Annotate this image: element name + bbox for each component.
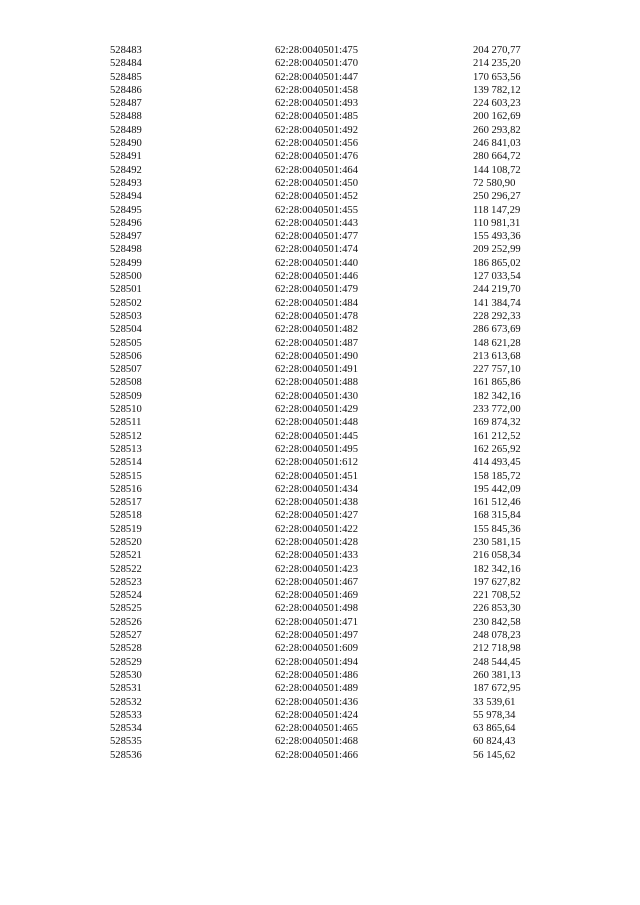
cadastral-number-cell: 62:28:0040501:494 (275, 656, 358, 668)
cadastral-value-cell: 226 853,30 (473, 603, 521, 615)
row-number-cell: 528525 (110, 603, 142, 615)
cadastral-number-cell: 62:28:0040501:436 (275, 696, 358, 708)
table-row (110, 71, 563, 84)
cadastral-number-cell: 62:28:0040501:438 (275, 497, 358, 509)
cadastral-number-cell: 62:28:0040501:456 (275, 138, 358, 150)
cadastral-value-cell: 248 544,45 (473, 656, 521, 668)
row-number-cell: 528512 (110, 430, 142, 442)
table-row (110, 749, 563, 762)
table-body (110, 44, 563, 762)
table-row (110, 376, 563, 389)
cadastral-value-cell: 158 185,72 (473, 470, 521, 482)
cadastral-value-cell: 227 757,10 (473, 364, 521, 376)
row-number-cell: 528535 (110, 736, 142, 748)
table-row (110, 669, 563, 682)
table-row (110, 350, 563, 363)
cadastral-number-cell: 62:28:0040501:609 (275, 643, 358, 655)
cadastral-value-cell: 186 865,02 (473, 257, 521, 269)
cadastral-value-cell: 233 772,00 (473, 404, 521, 416)
cadastral-value-cell: 60 824,43 (473, 736, 516, 748)
cadastral-value-cell: 169 874,32 (473, 417, 521, 429)
cadastral-number-cell: 62:28:0040501:423 (275, 563, 358, 575)
table-row (110, 470, 563, 483)
row-number-cell: 528504 (110, 324, 142, 336)
cadastral-number-cell: 62:28:0040501:495 (275, 443, 358, 455)
cadastral-value-cell: 250 296,27 (473, 191, 521, 203)
cadastral-number-cell: 62:28:0040501:433 (275, 550, 358, 562)
table-row (110, 164, 563, 177)
cadastral-number-cell: 62:28:0040501:478 (275, 310, 358, 322)
row-number-cell: 528508 (110, 377, 142, 389)
cadastral-value-cell: 209 252,99 (473, 244, 521, 256)
table-row (110, 137, 563, 150)
cadastral-value-cell: 280 664,72 (473, 151, 521, 163)
cadastral-number-cell: 62:28:0040501:465 (275, 723, 358, 735)
row-number-cell: 528532 (110, 696, 142, 708)
cadastral-number-cell: 62:28:0040501:422 (275, 523, 358, 535)
cadastral-value-cell: 161 512,46 (473, 497, 521, 509)
cadastral-number-cell: 62:28:0040501:474 (275, 244, 358, 256)
cadastral-value-cell: 182 342,16 (473, 390, 521, 402)
cadastral-number-cell: 62:28:0040501:464 (275, 164, 358, 176)
table-row (110, 150, 563, 163)
table-row (110, 44, 563, 57)
table-row (110, 323, 563, 336)
table-row (110, 735, 563, 748)
cadastral-value-cell: 161 212,52 (473, 430, 521, 442)
cadastral-value-cell: 260 293,82 (473, 124, 521, 136)
table-row (110, 363, 563, 376)
cadastral-number-cell: 62:28:0040501:493 (275, 98, 358, 110)
table-row (110, 483, 563, 496)
row-number-cell: 528485 (110, 71, 142, 83)
row-number-cell: 528489 (110, 124, 142, 136)
row-number-cell: 528523 (110, 576, 142, 588)
cadastral-number-cell: 62:28:0040501:443 (275, 217, 358, 229)
cadastral-value-cell: 155 845,36 (473, 523, 521, 535)
table-row (110, 57, 563, 70)
row-number-cell: 528529 (110, 656, 142, 668)
table-row (110, 563, 563, 576)
cadastral-number-cell: 62:28:0040501:475 (275, 45, 358, 56)
table-row (110, 430, 563, 443)
row-number-cell: 528493 (110, 177, 142, 189)
table-row (110, 616, 563, 629)
row-number-cell: 528484 (110, 58, 142, 70)
table-row (110, 602, 563, 615)
table-row (110, 310, 563, 323)
cadastral-value-cell: 224 603,23 (473, 98, 521, 110)
table-row (110, 110, 563, 123)
cadastral-number-cell: 62:28:0040501:448 (275, 417, 358, 429)
row-number-cell: 528524 (110, 590, 142, 602)
table-row (110, 283, 563, 296)
table-row (110, 403, 563, 416)
cadastral-number-cell: 62:28:0040501:455 (275, 204, 358, 216)
table-row (110, 496, 563, 509)
row-number-cell: 528500 (110, 271, 142, 283)
row-number-cell: 528505 (110, 337, 142, 349)
row-number-cell: 528503 (110, 310, 142, 322)
table-row (110, 656, 563, 669)
table-row (110, 124, 563, 137)
cadastral-number-cell: 62:28:0040501:612 (275, 457, 358, 469)
cadastral-value-cell: 118 147,29 (473, 204, 521, 216)
row-number-cell: 528502 (110, 297, 142, 309)
table-row (110, 709, 563, 722)
cadastral-value-cell: 246 841,03 (473, 138, 521, 150)
row-number-cell: 528513 (110, 443, 142, 455)
cadastral-value-cell: 212 718,98 (473, 643, 521, 655)
cadastral-number-cell: 62:28:0040501:492 (275, 124, 358, 136)
cadastral-value-cell: 216 058,34 (473, 550, 521, 562)
cadastral-value-cell: 187 672,95 (473, 683, 521, 695)
cadastral-value-cell: 33 539,61 (473, 696, 516, 708)
cadastral-value-cell: 228 292,33 (473, 310, 521, 322)
cadastral-number-cell: 62:28:0040501:452 (275, 191, 358, 203)
row-number-cell: 528511 (110, 417, 142, 429)
cadastral-value-cell: 72 580,90 (473, 177, 516, 189)
table-row (110, 190, 563, 203)
cadastral-number-cell: 62:28:0040501:428 (275, 536, 358, 548)
cadastral-number-cell: 62:28:0040501:489 (275, 683, 358, 695)
row-number-cell: 528514 (110, 457, 142, 469)
cadastral-value-cell: 230 581,15 (473, 536, 521, 548)
cadastral-number-cell: 62:28:0040501:451 (275, 470, 358, 482)
row-number-cell: 528516 (110, 483, 142, 495)
table-row (110, 390, 563, 403)
cadastral-number-cell: 62:28:0040501:458 (275, 84, 358, 96)
cadastral-number-cell: 62:28:0040501:482 (275, 324, 358, 336)
cadastral-value-cell: 161 865,86 (473, 377, 521, 389)
cadastral-number-cell: 62:28:0040501:477 (275, 231, 358, 243)
cadastral-value-cell: 155 493,36 (473, 231, 521, 243)
table-row (110, 722, 563, 735)
cadastral-value-cell: 230 842,58 (473, 616, 521, 628)
cadastral-value-cell: 148 621,28 (473, 337, 521, 349)
table-row (110, 509, 563, 522)
row-number-cell: 528491 (110, 151, 142, 163)
table-row (110, 589, 563, 602)
row-number-cell: 528520 (110, 536, 142, 548)
table-row (110, 523, 563, 536)
cadastral-table (110, 44, 563, 762)
table-row (110, 204, 563, 217)
row-number-cell: 528528 (110, 643, 142, 655)
row-number-cell: 528497 (110, 231, 142, 243)
row-number-cell: 528515 (110, 470, 142, 482)
cadastral-number-cell: 62:28:0040501:485 (275, 111, 358, 123)
cadastral-value-cell: 214 235,20 (473, 58, 521, 70)
cadastral-value-cell: 144 108,72 (473, 164, 521, 176)
cadastral-value-cell: 168 315,84 (473, 510, 521, 522)
cadastral-value-cell: 141 384,74 (473, 297, 521, 309)
cadastral-number-cell: 62:28:0040501:491 (275, 364, 358, 376)
row-number-cell: 528499 (110, 257, 142, 269)
row-number-cell: 528507 (110, 364, 142, 376)
row-number-cell: 528527 (110, 630, 142, 642)
cadastral-value-cell: 127 033,54 (473, 271, 521, 283)
cadastral-number-cell: 62:28:0040501:467 (275, 576, 358, 588)
table-row (110, 257, 563, 270)
cadastral-value-cell: 195 442,09 (473, 483, 521, 495)
table-row (110, 97, 563, 110)
row-number-cell: 528519 (110, 523, 142, 535)
table-row (110, 270, 563, 283)
row-number-cell: 528494 (110, 191, 142, 203)
cadastral-value-cell: 63 865,64 (473, 723, 516, 735)
cadastral-value-cell: 162 265,92 (473, 443, 521, 455)
row-number-cell: 528517 (110, 497, 142, 509)
cadastral-value-cell: 204 270,77 (473, 45, 521, 56)
row-number-cell: 528488 (110, 111, 142, 123)
cadastral-number-cell: 62:28:0040501:471 (275, 616, 358, 628)
table-row (110, 696, 563, 709)
row-number-cell: 528490 (110, 138, 142, 150)
cadastral-value-cell: 286 673,69 (473, 324, 521, 336)
cadastral-value-cell: 110 981,31 (473, 217, 521, 229)
row-number-cell: 528483 (110, 45, 142, 56)
cadastral-number-cell: 62:28:0040501:488 (275, 377, 358, 389)
table-row (110, 576, 563, 589)
table-row (110, 456, 563, 469)
cadastral-number-cell: 62:28:0040501:450 (275, 177, 358, 189)
table-row (110, 297, 563, 310)
row-number-cell: 528506 (110, 350, 142, 362)
cadastral-value-cell: 248 078,23 (473, 630, 521, 642)
cadastral-number-cell: 62:28:0040501:487 (275, 337, 358, 349)
cadastral-value-cell: 260 381,13 (473, 669, 521, 681)
cadastral-value-cell: 56 145,62 (473, 749, 516, 761)
row-number-cell: 528531 (110, 683, 142, 695)
cadastral-value-cell: 55 978,34 (473, 709, 516, 721)
cadastral-number-cell: 62:28:0040501:440 (275, 257, 358, 269)
row-number-cell: 528536 (110, 749, 142, 761)
cadastral-number-cell: 62:28:0040501:497 (275, 630, 358, 642)
row-number-cell: 528509 (110, 390, 142, 402)
row-number-cell: 528533 (110, 709, 142, 721)
cadastral-number-cell: 62:28:0040501:469 (275, 590, 358, 602)
row-number-cell: 528522 (110, 563, 142, 575)
cadastral-number-cell: 62:28:0040501:476 (275, 151, 358, 163)
cadastral-number-cell: 62:28:0040501:468 (275, 736, 358, 748)
cadastral-value-cell: 197 627,82 (473, 576, 521, 588)
row-number-cell: 528498 (110, 244, 142, 256)
row-number-cell: 528526 (110, 616, 142, 628)
cadastral-number-cell: 62:28:0040501:424 (275, 709, 358, 721)
table-row (110, 416, 563, 429)
table-row (110, 682, 563, 695)
row-number-cell: 528530 (110, 669, 142, 681)
table-row (110, 84, 563, 97)
table-row (110, 337, 563, 350)
table-row (110, 549, 563, 562)
cadastral-value-cell: 170 653,56 (473, 71, 521, 83)
cadastral-number-cell: 62:28:0040501:434 (275, 483, 358, 495)
cadastral-number-cell: 62:28:0040501:466 (275, 749, 358, 761)
table-row (110, 243, 563, 256)
cadastral-value-cell: 139 782,12 (473, 84, 521, 96)
cadastral-number-cell: 62:28:0040501:447 (275, 71, 358, 83)
cadastral-value-cell: 200 162,69 (473, 111, 521, 123)
cadastral-value-cell: 244 219,70 (473, 284, 521, 296)
row-number-cell: 528510 (110, 404, 142, 416)
cadastral-number-cell: 62:28:0040501:429 (275, 404, 358, 416)
cadastral-number-cell: 62:28:0040501:430 (275, 390, 358, 402)
cadastral-value-cell: 213 613,68 (473, 350, 521, 362)
row-number-cell: 528492 (110, 164, 142, 176)
cadastral-number-cell: 62:28:0040501:486 (275, 669, 358, 681)
cadastral-number-cell: 62:28:0040501:470 (275, 58, 358, 70)
cadastral-number-cell: 62:28:0040501:427 (275, 510, 358, 522)
cadastral-number-cell: 62:28:0040501:490 (275, 350, 358, 362)
row-number-cell: 528495 (110, 204, 142, 216)
row-number-cell: 528496 (110, 217, 142, 229)
row-number-cell: 528521 (110, 550, 142, 562)
table-row (110, 536, 563, 549)
cadastral-value-cell: 221 708,52 (473, 590, 521, 602)
table-row (110, 177, 563, 190)
cadastral-number-cell: 62:28:0040501:446 (275, 271, 358, 283)
row-number-cell: 528518 (110, 510, 142, 522)
table-row (110, 230, 563, 243)
cadastral-number-cell: 62:28:0040501:445 (275, 430, 358, 442)
row-number-cell: 528501 (110, 284, 142, 296)
table-row (110, 629, 563, 642)
cadastral-value-cell: 182 342,16 (473, 563, 521, 575)
table-row (110, 642, 563, 655)
row-number-cell: 528486 (110, 84, 142, 96)
cadastral-number-cell: 62:28:0040501:479 (275, 284, 358, 296)
cadastral-value-cell: 414 493,45 (473, 457, 521, 469)
table-row (110, 217, 563, 230)
row-number-cell: 528534 (110, 723, 142, 735)
cadastral-number-cell: 62:28:0040501:498 (275, 603, 358, 615)
row-number-cell: 528487 (110, 98, 142, 110)
cadastral-number-cell: 62:28:0040501:484 (275, 297, 358, 309)
table-row (110, 443, 563, 456)
